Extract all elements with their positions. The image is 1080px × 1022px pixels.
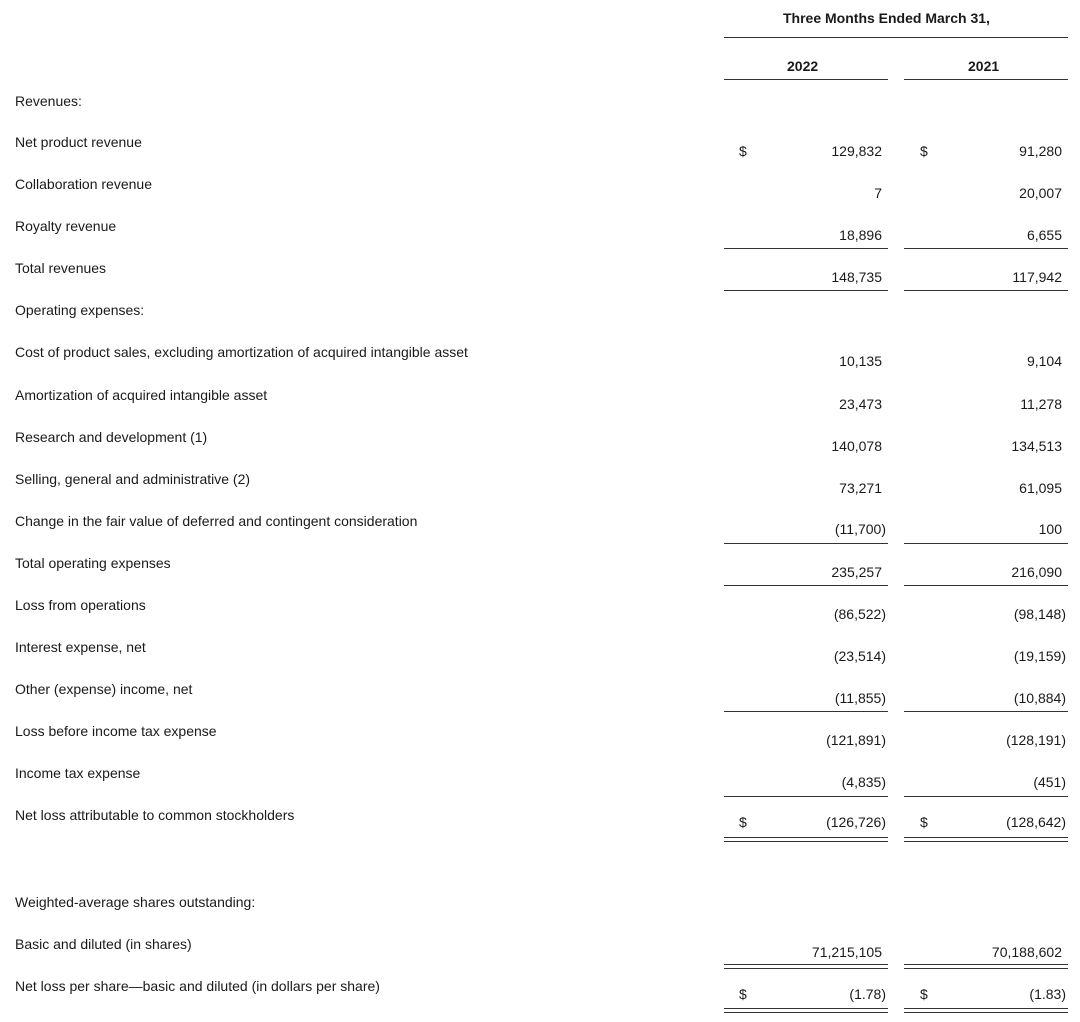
value-2021: 20,007 xyxy=(1019,185,1062,201)
currency-symbol: $ xyxy=(739,814,747,830)
value-2022: (11,855) xyxy=(834,690,886,706)
row-label-total-operating-expenses: Total operating expenses xyxy=(15,555,171,571)
row-label-net-loss-per-share: Net loss per share—basic and diluted (in dollars per share) xyxy=(15,978,380,994)
row-label-collaboration-revenue: Collaboration revenue xyxy=(15,176,152,192)
row-label-net-loss: Net loss attributable to common stockholders xyxy=(15,807,295,823)
value-2021: 9,104 xyxy=(1026,353,1062,369)
value-2021: (128,191) xyxy=(1006,732,1066,748)
subtotal-rule xyxy=(904,711,1068,712)
value-2022: (86,522) xyxy=(833,606,886,622)
currency-symbol: $ xyxy=(739,986,747,1002)
value-2022: 129,832 xyxy=(831,143,882,159)
value-2021: 134,513 xyxy=(1011,438,1062,454)
currency-symbol: $ xyxy=(920,814,928,830)
value-2021: 70,188,602 xyxy=(991,944,1062,960)
subtotal-rule xyxy=(904,796,1068,797)
value-2021: 216,090 xyxy=(1011,564,1062,580)
row-label-loss-before-tax: Loss before income tax expense xyxy=(15,723,217,739)
value-2022: 148,735 xyxy=(831,269,882,285)
value-2021: (10,884) xyxy=(1013,690,1066,706)
double-underline xyxy=(904,837,1068,842)
double-underline xyxy=(904,1008,1068,1013)
currency-symbol: $ xyxy=(739,143,747,159)
column-rule-2021 xyxy=(904,79,1068,80)
value-2022: 71,215,105 xyxy=(811,944,882,960)
value-2021: 61,095 xyxy=(1019,480,1062,496)
total-rule xyxy=(724,585,888,586)
row-label-fair-value-change: Change in the fair value of deferred and contingent consideration xyxy=(15,513,418,529)
value-2022: 7 xyxy=(874,185,882,201)
row-label-basic-diluted-shares: Basic and diluted (in shares) xyxy=(15,936,192,952)
double-underline xyxy=(724,1008,888,1013)
value-2022: 235,257 xyxy=(831,564,882,580)
value-2021: 11,278 xyxy=(1020,396,1062,412)
value-2021: 117,942 xyxy=(1012,269,1062,285)
value-2021: 100 xyxy=(1038,521,1062,537)
value-2021: (1.83) xyxy=(1029,986,1066,1002)
subtotal-rule xyxy=(724,711,888,712)
value-2021: 91,280 xyxy=(1019,143,1062,159)
currency-symbol: $ xyxy=(920,143,928,159)
value-2022: (11,700) xyxy=(834,521,886,537)
row-label-net-product-revenue: Net product revenue xyxy=(15,134,142,150)
header-rule xyxy=(724,37,1068,38)
value-2022: (121,891) xyxy=(826,732,886,748)
total-rule xyxy=(904,585,1068,586)
column-header-2022: 2022 xyxy=(787,58,819,74)
value-2021: (128,642) xyxy=(1006,814,1066,830)
total-rule xyxy=(724,290,888,291)
row-label-total-revenues: Total revenues xyxy=(15,260,107,276)
row-label-amortization: Amortization of acquired intangible asset xyxy=(15,387,268,403)
row-label-sga: Selling, general and administrative (2) xyxy=(15,471,251,487)
subtotal-rule xyxy=(724,248,888,249)
currency-symbol: $ xyxy=(920,986,928,1002)
value-2022: 73,271 xyxy=(839,480,882,496)
value-2022: (126,726) xyxy=(826,814,886,830)
value-2022: (4,835) xyxy=(841,774,886,790)
value-2022: 10,135 xyxy=(839,353,882,369)
column-rule-2022 xyxy=(724,79,888,80)
value-2022: (1.78) xyxy=(849,986,886,1002)
row-label-revenues: Revenues: xyxy=(15,93,82,109)
row-label-weighted-average-shares: Weighted-average shares outstanding: xyxy=(15,894,256,910)
subtotal-rule xyxy=(904,248,1068,249)
column-header-2021: 2021 xyxy=(968,58,1000,74)
subtotal-rule xyxy=(724,796,888,797)
value-2022: (23,514) xyxy=(833,648,886,664)
total-rule xyxy=(904,290,1068,291)
row-label-cost-of-product-sales: Cost of product sales, excluding amortization of acquired intangible asset xyxy=(15,344,468,360)
double-underline xyxy=(724,837,888,842)
subtotal-rule xyxy=(904,543,1068,544)
period-header: Three Months Ended March 31, xyxy=(783,10,990,26)
value-2021: (451) xyxy=(1033,774,1066,790)
row-label-research-development: Research and development (1) xyxy=(15,429,208,445)
row-label-royalty-revenue: Royalty revenue xyxy=(15,218,117,234)
row-label-interest-expense: Interest expense, net xyxy=(15,639,146,655)
value-2022: 140,078 xyxy=(831,438,882,454)
value-2022: 23,473 xyxy=(839,396,882,412)
value-2021: (19,159) xyxy=(1013,648,1066,664)
value-2021: (98,148) xyxy=(1013,606,1066,622)
value-2022: 18,896 xyxy=(839,227,882,243)
row-label-operating-expenses: Operating expenses: xyxy=(15,302,145,318)
subtotal-rule xyxy=(724,543,888,544)
row-label-other-income: Other (expense) income, net xyxy=(15,681,193,697)
row-label-loss-from-operations: Loss from operations xyxy=(15,597,146,613)
double-underline xyxy=(724,964,888,969)
double-underline xyxy=(904,964,1068,969)
row-label-income-tax-expense: Income tax expense xyxy=(15,765,141,781)
value-2021: 6,655 xyxy=(1026,227,1062,243)
